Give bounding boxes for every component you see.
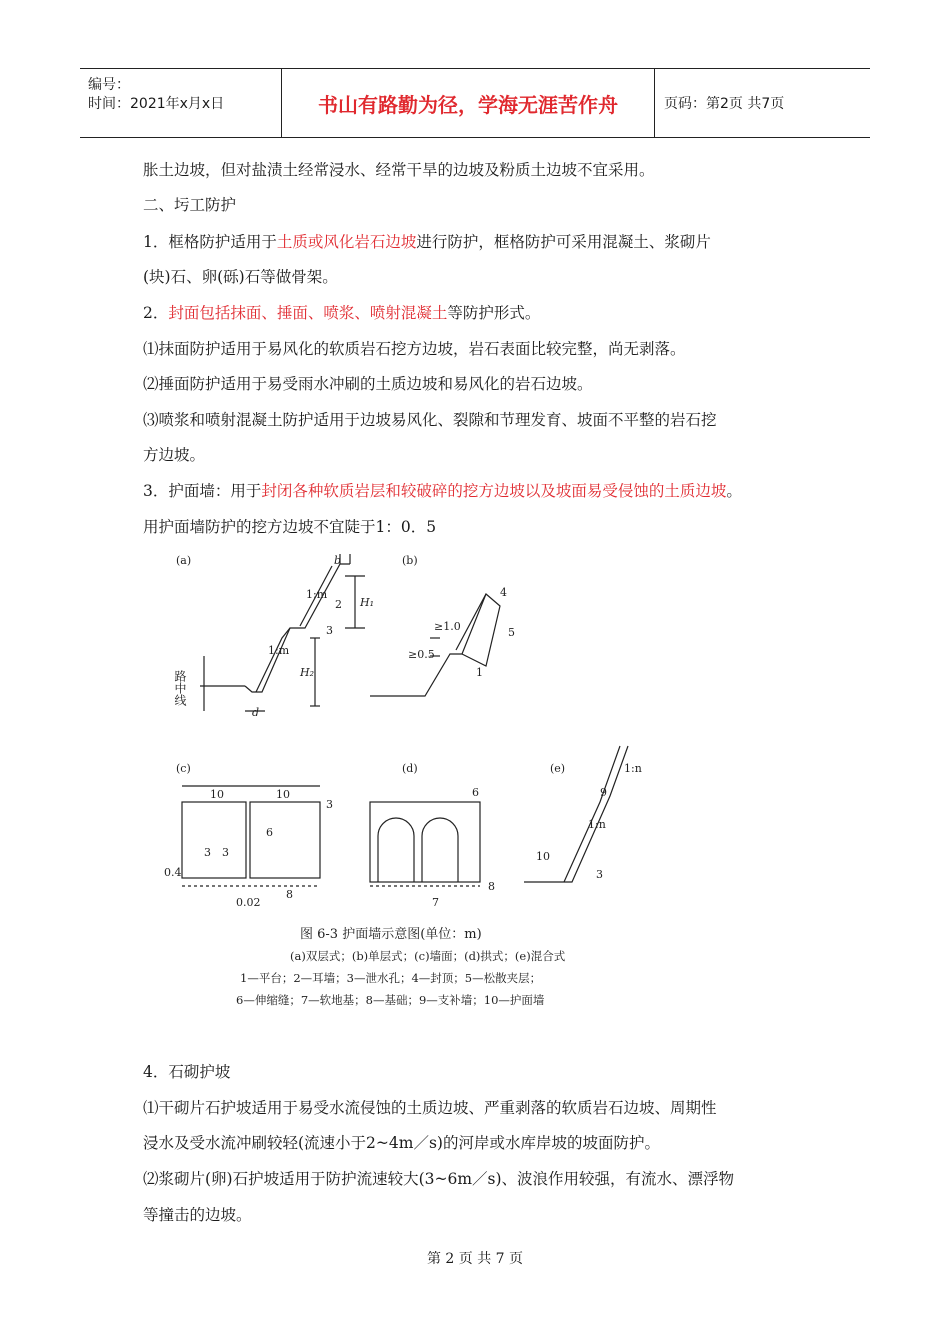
dim-05: ≥0.5 [408,648,435,661]
text-span: 3．护面墙：用于 [143,482,262,500]
document-number-label: 编号： [88,77,130,93]
num-7-d: 7 [432,896,439,909]
num-3: 3 [326,624,333,637]
highlight-text: 土质或风化岩石边坡 [276,233,417,251]
header-motto: 书山有路勤为径，学海无涯苦作舟 [281,69,655,137]
dim-3-c1: 3 [204,846,211,859]
num-1: 1 [476,666,483,679]
diagram-a [200,554,365,711]
num-4: 4 [500,586,507,599]
slope-label-e1: 1:n [624,762,642,775]
text-span: 。 [726,482,742,500]
figure-legend-2: 1—平台；2—耳墙；3—泄水孔；4—封顶；5—松散夹层； [240,971,542,985]
paragraph-dry-rubble: ⑴干砌片石护坡适用于易受水流侵蚀的土质边坡、严重剥落的软质岩石边坡、周期性 [143,1099,717,1117]
diagram-c [182,786,320,886]
text-span: 等防护形式。 [447,304,541,322]
paragraph-plastering: ⑴抹面防护适用于易风化的软质岩石挖方边坡，岩石表面比较完整，尚无剥落。 [143,340,686,358]
header-meta [80,69,280,137]
num-3-c: 3 [326,798,333,811]
document-time-label: 时间：2021年x月x日 [88,96,225,112]
figure-legend-3: 6—伸缩缝；7—软地基；8—基础；9—支补墙；10—护面墙 [236,993,545,1007]
dim-04: 0.4 [164,866,182,879]
page-footer: 第 2 页 共 7 页 [426,1251,524,1267]
paragraph-face-wall [143,481,742,501]
paragraph-shotcrete-cont: 方边坡。 [143,446,206,464]
paragraph-shotcrete: ⑶喷浆和喷射混凝土防护适用于边坡易风化、裂隙和节理发育、坡面不平整的岩石挖 [143,411,717,429]
paragraph-frame-protection [143,232,711,252]
highlight-text: 封面包括抹面、捶面、喷浆、喷射混凝土 [168,304,448,322]
num-8-d: 8 [488,880,495,893]
num-9-e: 9 [600,786,607,799]
dim-10-c1: 10 [210,788,224,801]
num-6-c: 6 [266,826,273,839]
paragraph-face-wall-slope: 用护面墙防护的挖方边坡不宜陡于1：0．5 [143,518,437,536]
slope-label-e2: 1:n [588,818,606,831]
figure-label-e: (e) [550,762,566,775]
num-10-e: 10 [536,850,550,863]
section-heading-stone-revetment: 4．石砌护坡 [143,1063,231,1081]
page-header [80,68,870,138]
figure-legend-1: (a)双层式；(b)单层式；(c)墙面；(d)拱式；(e)混合式 [290,949,566,963]
figure-label-c: (c) [176,762,191,775]
slope-label-a1: 1:m [306,588,328,601]
figure-caption: 图 6-3 护面墙示意图(单位：m) [300,927,482,942]
text-span: 1．框格防护适用于 [143,233,277,251]
dim-h1: H₁ [360,596,375,609]
paragraph-surface-sealing [143,303,540,323]
figure-label-b: (b) [402,554,418,567]
num-3-e: 3 [596,868,603,881]
dim-d: d [252,706,260,719]
road-center-label: 路中线 [173,670,187,706]
dim-h2: H₂ [300,666,315,679]
text-span: 进行防护，框格防护可采用混凝土、浆砌片 [416,233,711,251]
paragraph-frame-protection-cont: (块)石、卵(砾)石等做骨架。 [143,268,338,286]
num-8-c: 8 [286,888,293,901]
slope-label-a2: 1:m [268,644,290,657]
dim-10: ≥1.0 [434,620,461,633]
dim-3-c2: 3 [222,846,229,859]
paragraph-mortar-rubble: ⑵浆砌片(卵)石护坡适用于防护流速较大(3~6m／s)、波浪作用较强，有流水、漂浮物 [143,1170,735,1188]
diagram-b [370,594,500,696]
num-2: 2 [335,598,342,611]
num-6-d: 6 [472,786,479,799]
text-span: 2． [143,304,169,322]
diagram-d [370,802,480,886]
figure-label-a: (a) [176,554,192,567]
dim-002: 0.02 [236,896,261,909]
paragraph-dry-rubble-cont: 浸水及受水流冲刷较轻(流速小于2~4m／s)的河岸或水库岸坡的坡面防护。 [143,1134,660,1152]
num-5: 5 [508,626,515,639]
paragraph-tamping: ⑵捶面防护适用于易受雨水冲刷的土质边坡和易风化的岩石边坡。 [143,375,593,393]
figure-label-d: (d) [402,762,418,775]
dim-b: b [334,554,342,567]
header-page-info [664,69,870,137]
highlight-text: 封闭各种软质岩层和较破碎的挖方边坡以及坡面易受侵蚀的土质边坡 [261,482,727,500]
dim-10-c2: 10 [276,788,290,801]
face-wall-figure [140,546,660,1026]
paragraph-expansive-soil: 胀土边坡，但对盐渍土经常浸水、经常干旱的边坡及粉质土边坡不宜采用。 [143,161,655,179]
page-info-text: 页码：第2页 共7页 [664,96,785,112]
paragraph-mortar-rubble-cont: 等撞击的边坡。 [143,1206,252,1224]
section-heading-masonry: 二、圬工防护 [143,196,237,214]
